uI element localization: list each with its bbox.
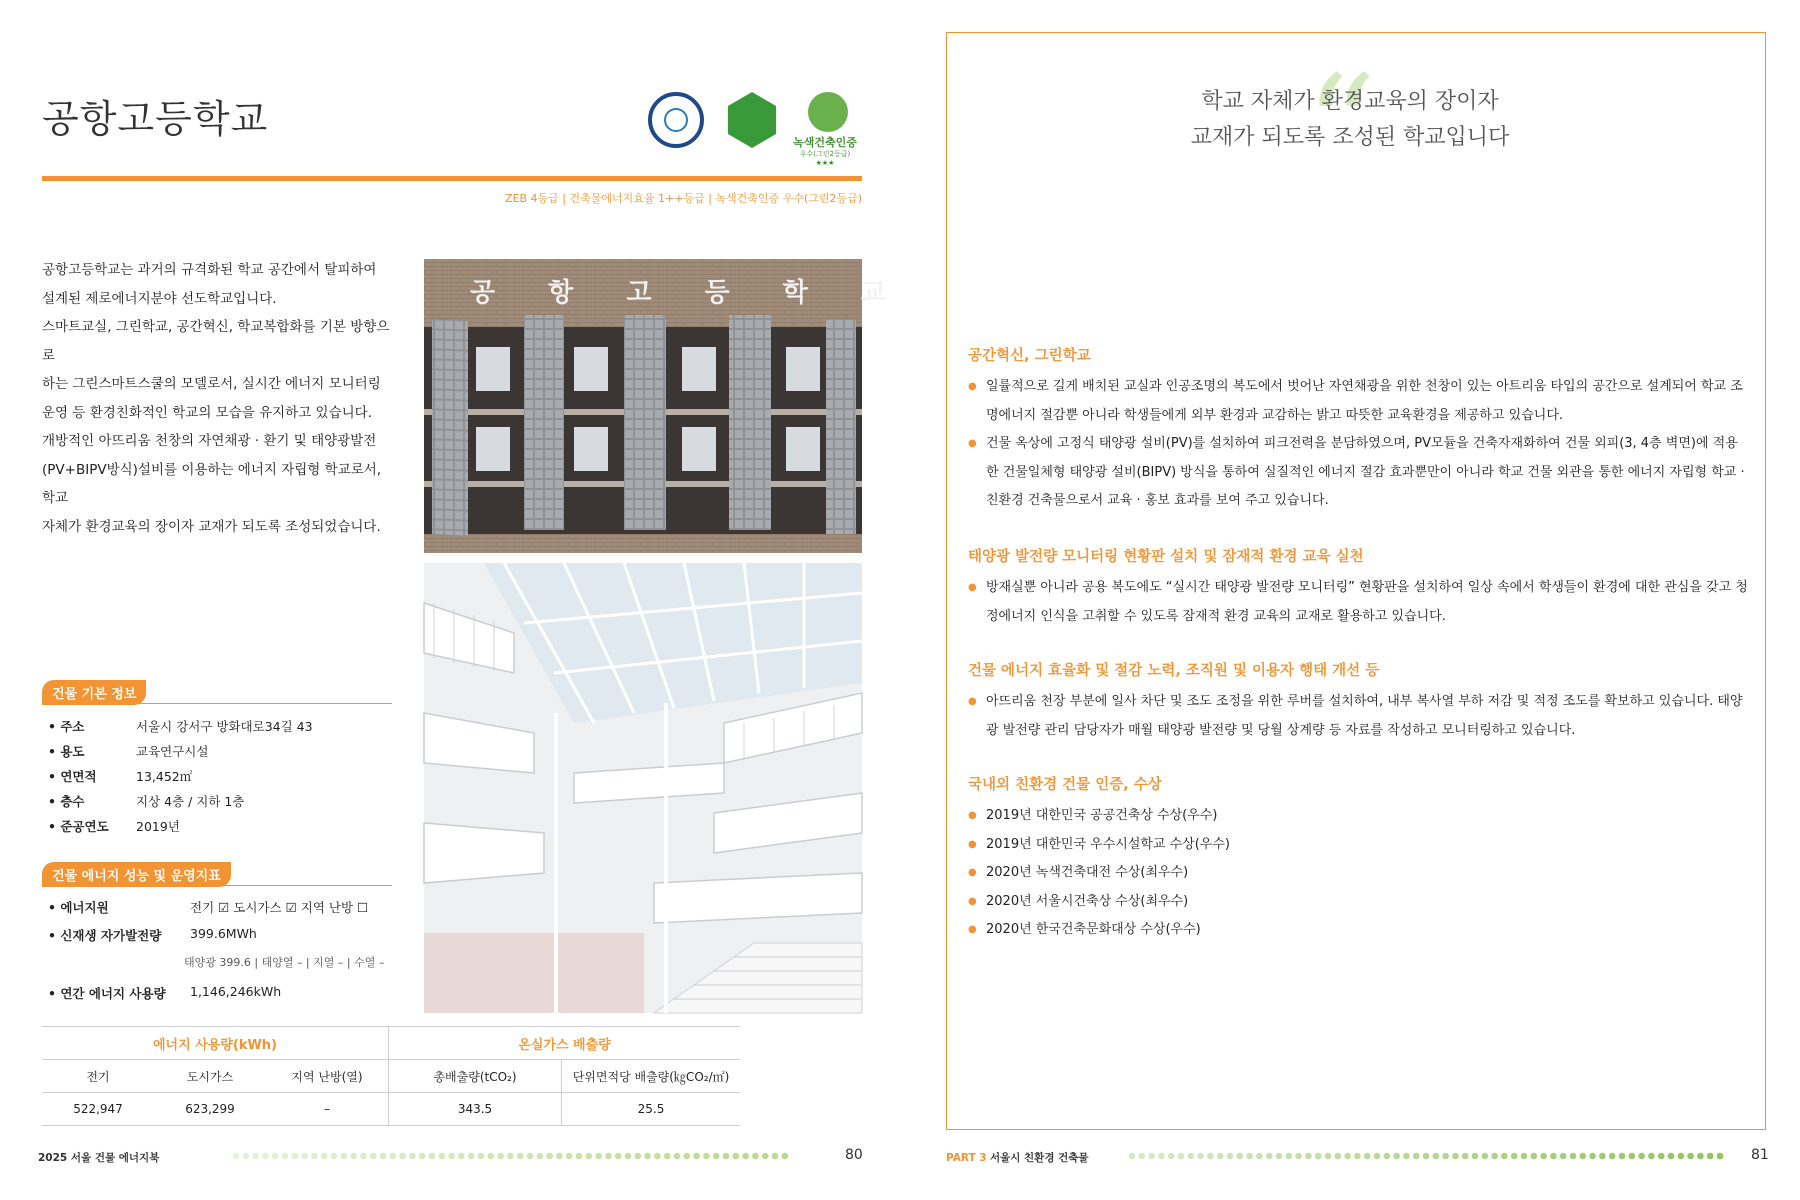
metrics-table [42,1026,740,1126]
table-group-ghg: 온실가스 배출량 [518,1037,611,1053]
energy-info-section [42,862,392,886]
bullet-item: ● 2019년 대한민국 우수시설학교 수상(우수) [968,831,1748,860]
green-building-badge-icon [808,92,848,132]
renewable-detail: 태양광 399.6 | 태양열 – | 지열 – | 수열 – [184,956,385,969]
footer-dots-right [1128,1152,1728,1160]
annual-energy-value: 1,146,246kWh [190,984,282,999]
footer-dots-left [232,1152,792,1160]
bullet-item: ● 아뜨리움 천장 부분에 일사 차단 및 조도 조정을 위한 루버를 설치하여, 내부 복사열 부하 저감 및 적정 조도를 확보하고 있습니다. 태양광 발전량 관리 담당자가 매월 태양광 발전량 및 당월 상계량 등 자료를 작성하고 모니터링하고 있습니다. [968,688,1748,745]
section-heading: 건물 에너지 효율화 및 절감 노력, 조직원 및 이용자 행태 개선 등 [968,663,1380,679]
energy-efficiency-badge-icon [724,92,780,148]
info-row: • 용도 교육연구시설 [48,744,209,759]
bullet-item: ● 일률적으로 길게 배치된 교실과 인공조명의 복도에서 벗어난 자연채광을 위한 천창이 있는 아트리움 타입의 공간으로 설계되어 학교 조명에너지 절감뿐 아니라 학생들에게 외부 환경과 교감하는 밝고 따뜻한 교육환경을 제공하고 있습니다. [968,373,1748,430]
section-heading: 공간혁신, 그린학교 [968,348,1091,364]
building-sign: 공 항 고 등 학 교 [470,278,908,308]
info-row: • 주소 서울시 강서구 방화대로34길 43 [48,719,313,734]
section-energy-efficiency [968,659,1748,745]
bullet-item: ● 2020년 녹색건축대전 수상(최우수) [968,859,1748,888]
footer-part-label: PART 3 [946,1152,987,1164]
intro-line: 설계된 제로에너지분야 선도학교입니다. [42,290,277,307]
basic-info-section [42,680,392,704]
atrium-photo [424,563,862,1013]
intro-line: 자체가 환경교육의 장이자 교재가 되도록 조성되었습니다. [42,518,381,535]
intro-line: 운영 등 환경친화적인 학교의 모습을 유지하고 있습니다. [42,404,372,421]
section-awards [968,773,1748,945]
intro-line: 하는 그린스마트스쿨의 모델로서, 실시간 에너지 모니터링 [42,376,381,392]
table-cell: 343.5 [389,1093,562,1126]
intro-line: 스마트교실, 그린학교, 공간혁신, 학교복합화를 기본 방향으로 [42,319,390,364]
renewable-key: • 신재생 자가발전량 [48,928,162,943]
table-cell: 522,947 [73,1102,123,1116]
renewable-value: 399.6MWh [190,926,257,941]
table-cell: 623,299 [185,1102,235,1116]
section-heading: 태양광 발전량 모니터링 현황판 설치 및 잠재적 환경 교육 실천 [968,549,1364,565]
intro-line: 개방적인 아뜨리움 천창의 자연채광 · 환기 및 태양광발전 [42,433,377,449]
bullet-item: ● 2020년 서울시건축상 수상(최우수) [968,888,1748,917]
section-heading: 국내외 친환경 건물 인증, 수상 [968,777,1162,793]
energy-source-value: 전기 ☑ 도시가스 ☑ 지역 난방 ☐ [190,900,369,915]
bullet-item: ● 2020년 한국건축문화대상 수상(우수) [968,916,1748,945]
page-number-left: 80 [845,1147,863,1163]
intro-line: 공항고등학교는 과거의 규격화된 학교 공간에서 탈피하여 [42,262,377,278]
table-header: 전기 [86,1069,110,1084]
intro-text [42,256,392,541]
intro-line: (PV+BIPV방식)설비를 이용하는 에너지 자립형 학교로서, 학교 [42,461,382,506]
basic-info-list [42,714,392,844]
quote-line: 학교 자체가 환경교육의 장이자 [1201,89,1499,114]
metrics-table-wrap [42,1026,740,1126]
info-row: • 연면적 13,452㎡ [48,769,193,784]
table-header: 단위면적당 배출량(㎏CO₂/㎡) [572,1069,730,1084]
bullet-item: ● 건물 옥상에 고정식 태양광 설비(PV)를 설치하여 피크전력을 분담하였으며, PV모듈을 건축자재화하여 건물 외피(3, 4층 벽면)에 적용한 건물일체형 태양광 설비(BIPV) 방식을 통하여 실질적인 에너지 절감 효과뿐만이 아니라 학교 건물 외관을 통한 에너지 자립형 학교 · 친환경 건축물으로서 교육 · 홍보 효과를 보여 주고 있습니다. [968,430,1748,516]
green-building-badge-label: 녹색건축인증 [793,136,857,149]
energy-info-label: 건물 에너지 성능 및 운영지표 [42,862,231,887]
bullet-item: ● 2019년 대한민국 공공건축상 수상(우수) [968,802,1748,831]
bullet-item: ● 방재실뿐 아니라 공용 복도에도 “실시간 태양광 발전량 모니터링” 현황판을 설치하여 일상 속에서 학생들이 환경에 대한 관심을 갖고 청정에너지 인식을 고취할 수 있도록 잠재적 환경 교육의 교재로 활용하고 있습니다. [968,574,1748,631]
info-row: • 준공연도 2019년 [48,819,180,834]
energy-source-key: • 에너지원 [48,900,109,915]
table-header: 지역 난방(열) [266,1060,389,1093]
table-cell: 25.5 [637,1102,665,1116]
title-divider [42,176,862,181]
certification-line: ZEB 4등급 | 건축물에너지효율 1++등급 | 녹색건축인증 우수(그린2등급) [505,192,862,205]
quote-line: 교재가 되도록 조성된 학교입니다 [1190,125,1510,150]
page-number-right: 81 [1751,1147,1769,1163]
table-cell: – [266,1093,389,1126]
green-building-badge-sub: 우수(그린2등급) ★★★ [799,150,851,167]
info-row: • 층수 지상 4층 / 지하 1층 [48,794,245,809]
section-solar-monitoring [968,545,1748,631]
quote-mark-icon: “ [1305,46,1377,209]
page-title: 공항고등학교 [42,97,269,141]
table-group-energy: 에너지 사용량(kWh) [42,1027,389,1060]
annual-energy-key: • 연간 에너지 사용량 [48,986,166,1001]
footer-book-title: 2025 서울 건물 에너지북 [38,1152,160,1164]
page-quote [1100,84,1600,156]
building-facade-photo [424,259,908,553]
table-header: 총배출량(tCO₂) [389,1060,562,1093]
footer-part-title: 서울시 친환경 건축물 [989,1152,1089,1164]
basic-info-label: 건물 기본 정보 [42,680,146,705]
section-space-innovation [968,344,1748,516]
zeb-badge-icon [648,92,704,148]
footer-part [946,1150,1089,1165]
table-header: 도시가스 [186,1069,234,1084]
